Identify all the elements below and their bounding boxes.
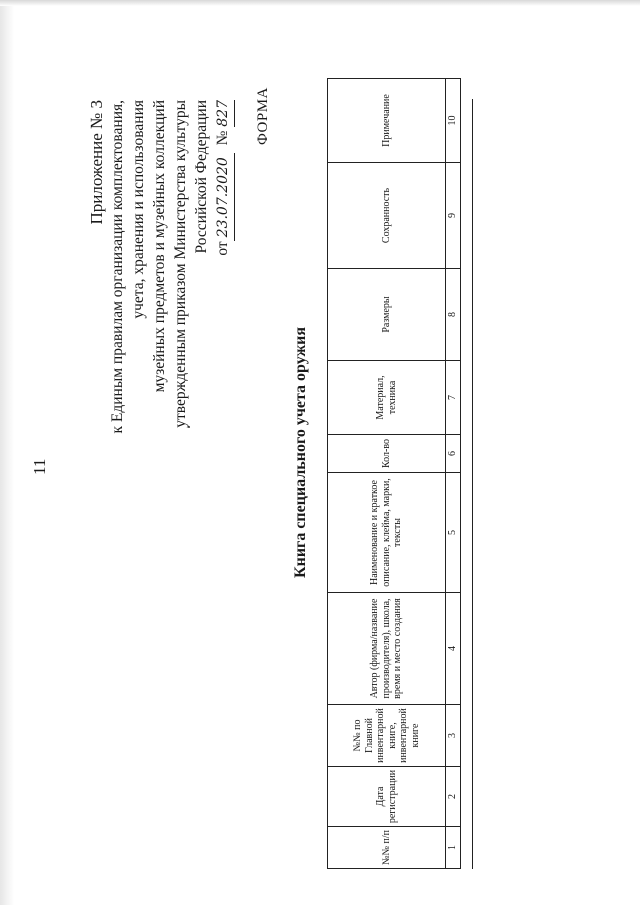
header-dimensions: Размеры xyxy=(328,269,446,361)
column-number: 7 xyxy=(446,361,461,435)
header-condition: Сохранность xyxy=(328,163,446,269)
header-name-description: Наименование и краткое описание, клейма, марки, тексты xyxy=(328,473,446,593)
appendix-line-3: музейных предметов и музейных коллекций xyxy=(151,100,168,393)
column-number-row xyxy=(446,79,461,869)
column-number: 8 xyxy=(446,269,461,361)
date-prefix: от xyxy=(214,241,231,256)
appendix-line-2: учета, хранения и использования xyxy=(130,100,147,319)
column-number: 10 xyxy=(446,79,461,163)
header-row-number: №№ п/п xyxy=(328,827,446,869)
appendix-line-5: Российской Федерации xyxy=(193,100,210,254)
appendix-line-1: к Единым правилам организации комплектования, xyxy=(109,100,126,434)
table-bottom-rule xyxy=(472,99,473,869)
header-author: Автор (фирма/название производителя), школа, время и место создания xyxy=(328,593,446,705)
column-number: 2 xyxy=(446,767,461,827)
header-note: Примечание xyxy=(328,79,446,163)
column-number: 6 xyxy=(446,435,461,473)
header-quantity: Кол-во xyxy=(328,435,446,473)
appendix-line-4: утвержденным приказом Министерства культуры xyxy=(172,100,189,428)
column-number: 4 xyxy=(446,593,461,705)
header-inventory-number: №№ по Главной инвентарной книге, инвентарной книге xyxy=(328,705,446,767)
column-number: 1 xyxy=(446,827,461,869)
page-number: 11 xyxy=(30,458,49,475)
forma-label: ФОРМА xyxy=(255,87,271,145)
appendix-title: Приложение № 3 xyxy=(87,100,106,225)
column-number: 5 xyxy=(446,473,461,593)
book-title: Книга специального учета оружия xyxy=(292,327,309,578)
weapons-register-table xyxy=(327,78,461,869)
order-date: 23.07.2020 xyxy=(213,153,235,241)
number-prefix: № xyxy=(214,130,231,146)
column-number: 9 xyxy=(446,163,461,269)
appendix-block xyxy=(86,100,235,905)
header-material: Материал, техника xyxy=(328,361,446,435)
order-number: 827 xyxy=(213,100,235,127)
table-header-row xyxy=(328,79,446,869)
header-registration-date: Дата регистрации xyxy=(328,767,446,827)
column-number: 3 xyxy=(446,705,461,767)
appendix-date-line xyxy=(212,100,235,905)
